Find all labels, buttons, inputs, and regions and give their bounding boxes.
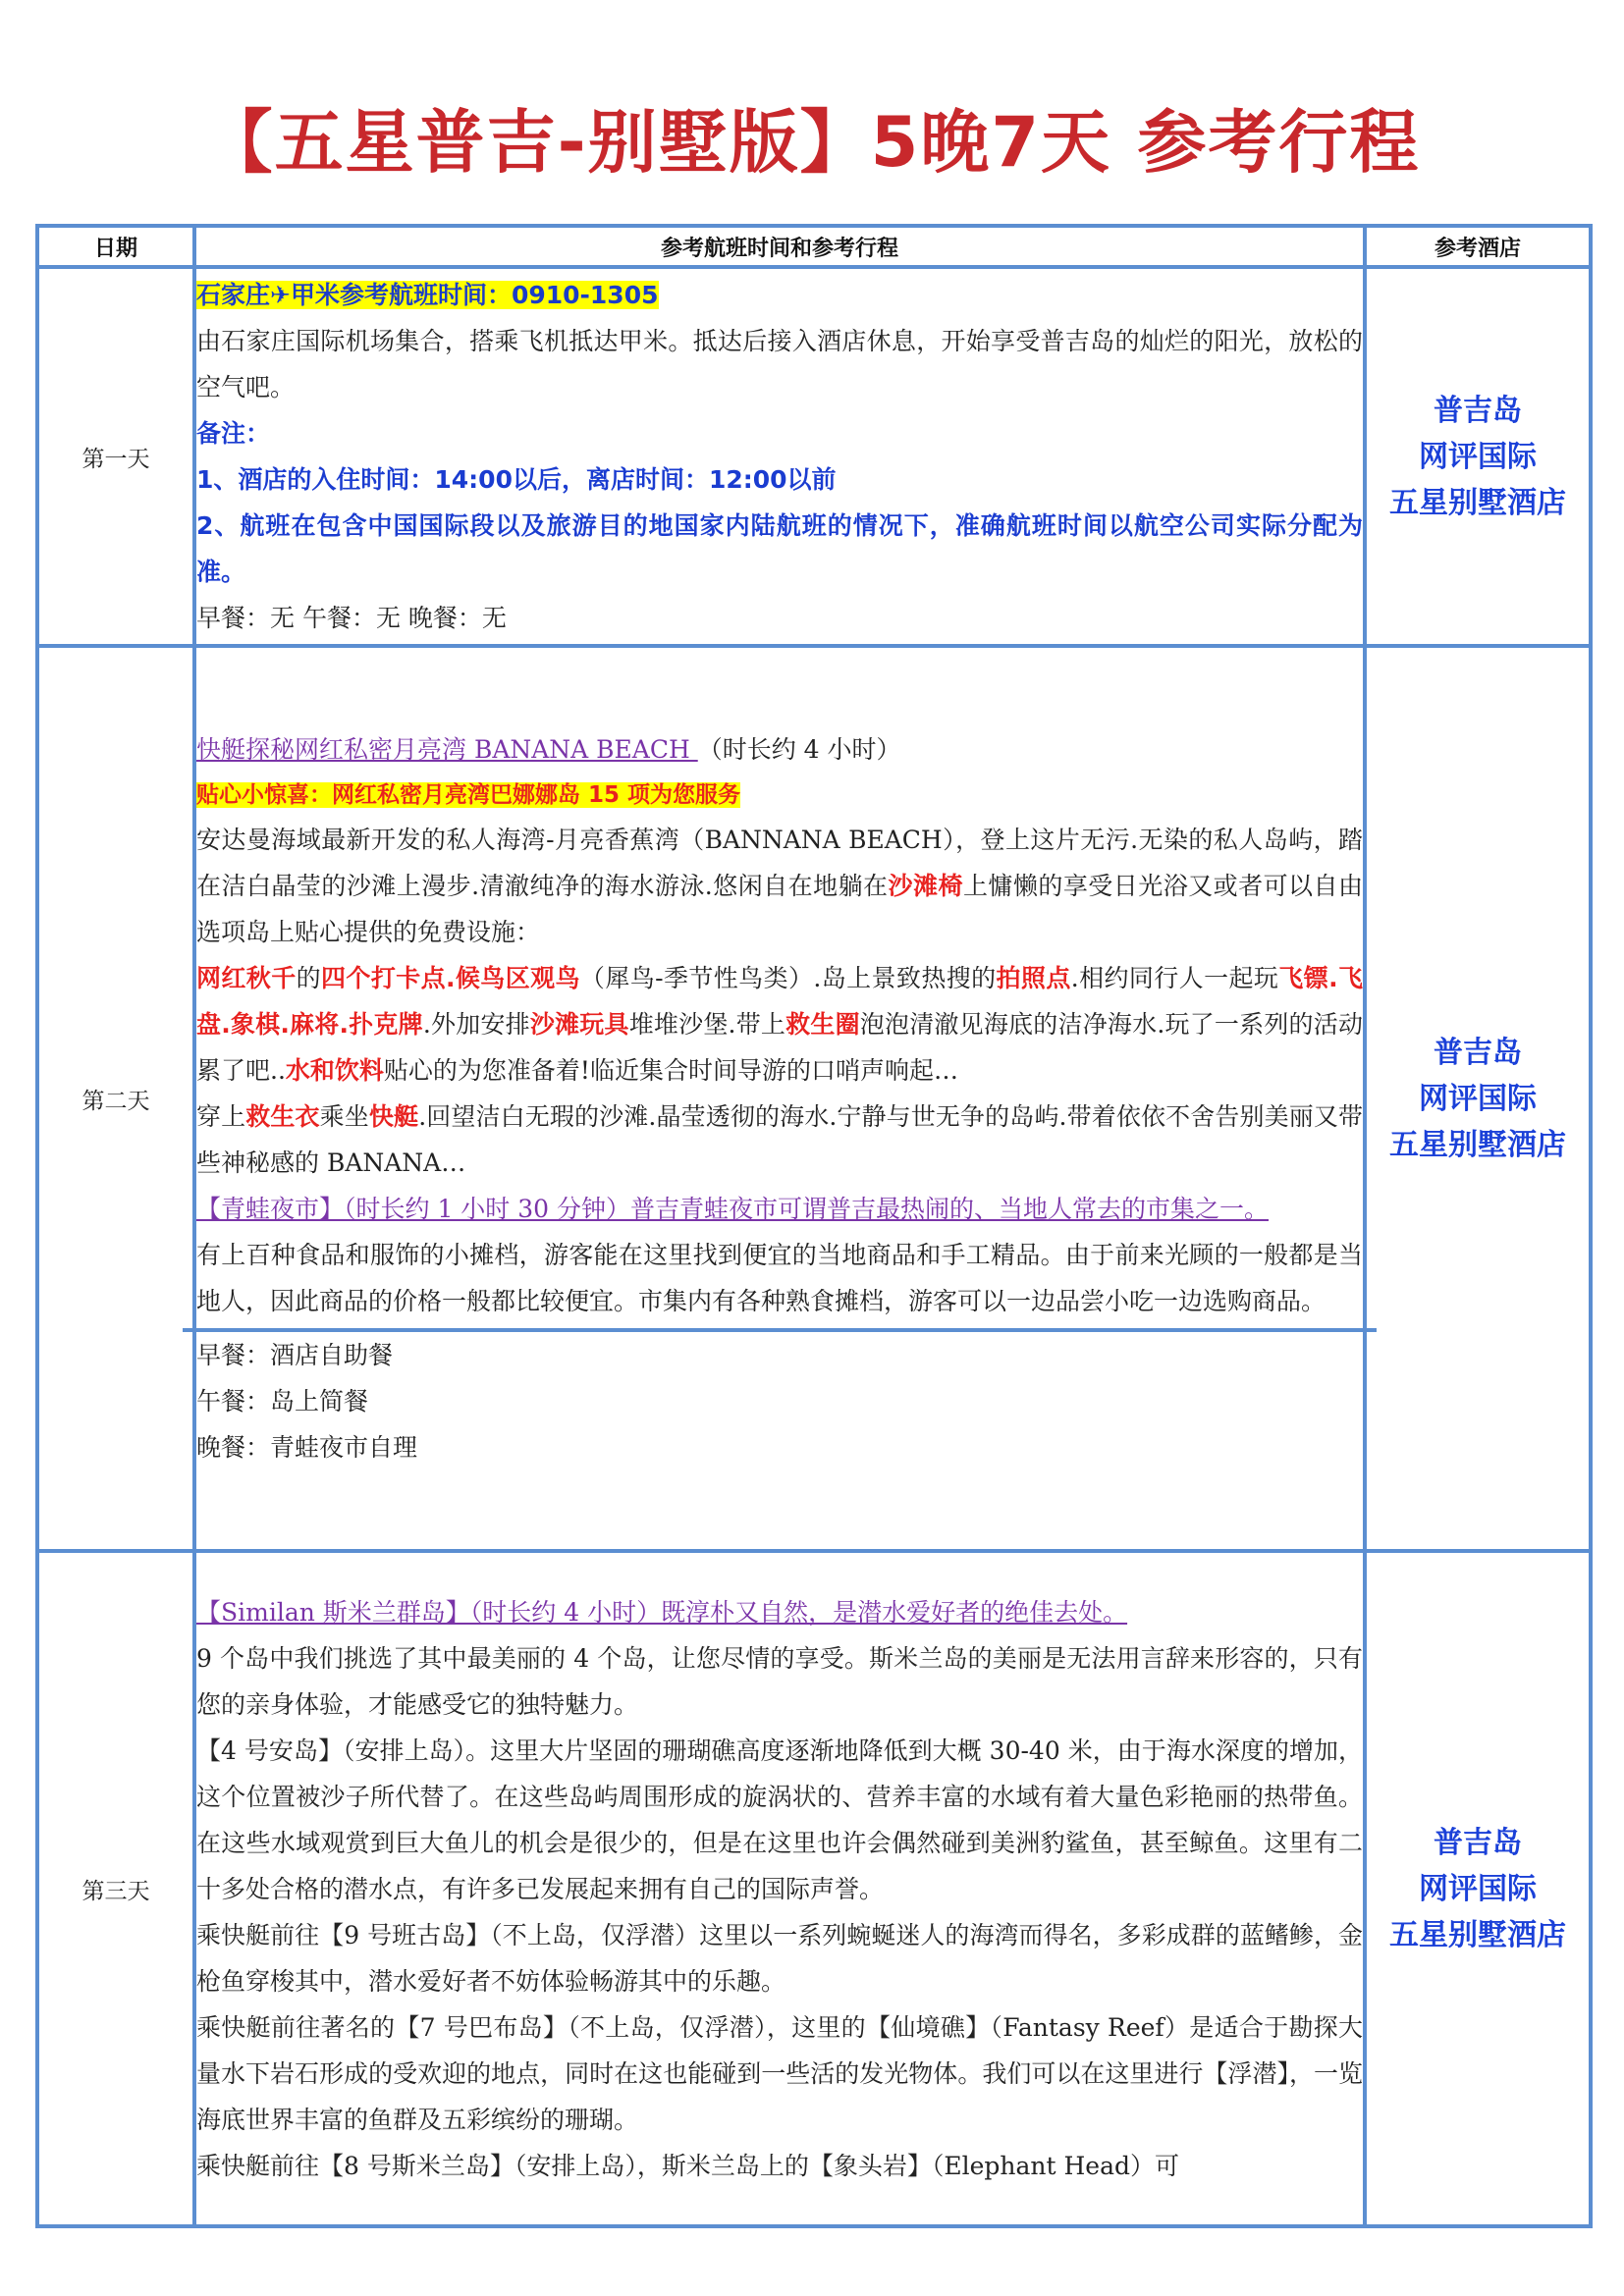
- day2-para2: 网红秋千的四个打卡点.候鸟区观鸟（犀鸟-季节性鸟类）.岛上景致热搜的拍照点.相约同行人一起玩飞镖.飞盘.象棋.麻将.扑克牌.外加安排沙滩玩具堆堆沙堡.带上救生圈泡泡清澈见海底的洁净海水.玩了一系列的活动累了吧..水和饮料贴心的为您准备着!临近集合时间导游的口哨声响起…: [196, 964, 1363, 1085]
- hotel-cell-day1: [1365, 267, 1591, 646]
- itinerary-cell-day2: [194, 646, 1365, 1551]
- hotel-line-3: 五星别墅酒店: [1389, 1917, 1566, 1952]
- hotel-line-2: 网评国际: [1419, 1871, 1537, 1906]
- hotel-cell-day3: [1365, 1551, 1591, 2226]
- day-label: 第一天: [37, 267, 194, 646]
- table-header-row: [37, 226, 1591, 267]
- day1-meals: 早餐：无 午餐：无 晚餐：无: [196, 604, 507, 632]
- day1-description: 由石家庄国际机场集合，搭乘飞机抵达甲米。抵达后接入酒店休息，开始享受普吉岛的灿烂的阳光，放松的空气吧。: [196, 327, 1363, 401]
- day3-heading: 【Similan 斯米兰群岛】（时长约 4 小时）既淳朴又自然，是潜水爱好者的绝佳去处。: [196, 1597, 1128, 1627]
- itinerary-cell-day1: [194, 267, 1365, 646]
- day3-para5: 乘快艇前往【8 号斯米兰岛】（安排上岛），斯米兰岛上的【象头岩】（Elephant Head）可: [196, 2151, 1180, 2180]
- day2-para1: 安达曼海域最新开发的私人海湾-月亮香蕉湾（BANNANA BEACH），登上这片无污.无染的私人岛屿，踏在洁白晶莹的沙滩上漫步.清澈纯净的海水游泳.悠闲自在地躺在沙滩椅上慵懒的享受日光浴又或者可以自由选项岛上贴心提供的免费设施：: [196, 826, 1363, 946]
- hotel-line-3: 五星别墅酒店: [1389, 1127, 1566, 1162]
- day2-heading-duration: （时长约 4 小时）: [697, 735, 901, 764]
- itinerary-table: [35, 224, 1593, 2228]
- page-title: 【五星普吉-别墅版】5晚7天 参考行程: [203, 102, 1421, 183]
- hotel-line-2: 网评国际: [1419, 439, 1537, 474]
- day3-para4: 乘快艇前往著名的【7 号巴布岛】（不上岛，仅浮潜），这里的【仙境礁】（Fantasy Reef）是适合于勘探大量水下岩石形成的受欢迎的地点，同时在这也能碰到一些活的发光物体。我们可以在这里进行【浮潜】，一览海底世界丰富的鱼群及五彩缤纷的珊瑚。: [196, 2012, 1363, 2134]
- lunch: 午餐：岛上简餐: [196, 1387, 369, 1415]
- hotel-line-2: 网评国际: [1419, 1081, 1537, 1116]
- hotel-line-1: 普吉岛: [1434, 1035, 1522, 1070]
- hotel-line-1: 普吉岛: [1434, 393, 1522, 428]
- day2-heading: 快艇探秘网红私密月亮湾 BANANA BEACH: [196, 735, 698, 764]
- day2-tip: 贴心小惊喜：网红私密月亮湾巴娜娜岛 15 项为您服务: [196, 782, 741, 808]
- hotel-cell-day2: [1365, 646, 1591, 1551]
- day2-para3: 穿上救生衣乘坐快艇.回望洁白无瑕的沙滩.晶莹透彻的海水.宁静与世无争的岛屿.带着依依不舍告别美丽又带些神秘感的 BANANA…: [196, 1102, 1363, 1177]
- note-title: 备注：: [196, 419, 271, 448]
- day3-para3: 乘快艇前往【9 号班古岛】（不上岛，仅浮潜）这里以一系列蜿蜒迷人的海湾而得名，多彩成群的蓝鳍鲹，金枪鱼穿梭其中，潜水爱好者不妨体验畅游其中的乐趣。: [196, 1920, 1363, 1996]
- day-label: 第二天: [37, 646, 194, 1551]
- itinerary-cell-day3: [194, 1551, 1365, 2226]
- hotel-line-3: 五星别墅酒店: [1389, 485, 1566, 520]
- header-hotel: 参考酒店: [1365, 226, 1591, 267]
- day3-para2: 【4 号安岛】（安排上岛）。这里大片坚固的珊瑚礁高度逐渐地降低到大概 30-40 米，由于海水深度的增加，这个位置被沙子所代替了。在这些岛屿周围形成的旋涡状的、营养丰富的水域有着大量色彩艳丽的热带鱼。在这些水域观赏到巨大鱼儿的机会是很少的，但是在这里也许会偶然碰到美洲豹鲨鱼，甚至鲸鱼。这里有二十多处合格的潜水点，有许多已发展起来拥有自己的国际声誉。: [196, 1735, 1363, 1903]
- table-row-day2: [37, 646, 1591, 1551]
- dinner: 晚餐：青蛙夜市自理: [196, 1433, 418, 1462]
- flight-info: 石家庄✈甲米参考航班时间：0910-1305: [196, 281, 659, 309]
- market-heading: 【青蛙夜市】（时长约 1 小时 30 分钟）普吉青蛙夜市可谓普吉最热闹的、当地人常去的市集之一。: [196, 1195, 1270, 1223]
- market-description: 有上百种食品和服饰的小摊档，游客能在这里找到便宜的当地商品和手工精品。由于前来光顾的一般都是当地人，因此商品的价格一般都比较便宜。市集内有各种熟食摊档，游客可以一边品尝小吃一边选购商品。: [196, 1241, 1363, 1315]
- table-row-day3: [37, 1551, 1591, 2226]
- day2-meals: [183, 1328, 1377, 1470]
- header-date: 日期: [37, 226, 194, 267]
- day3-para1: 9 个岛中我们挑选了其中最美丽的 4 个岛，让您尽情的享受。斯米兰岛的美丽是无法用言辞来形容的，只有您的亲身体验，才能感受它的独特魅力。: [196, 1643, 1363, 1719]
- table-row-day1: [37, 267, 1591, 646]
- header-itinerary: 参考航班时间和参考行程: [194, 226, 1365, 267]
- breakfast: 早餐：酒店自助餐: [196, 1341, 394, 1369]
- note-checkin: 1、酒店的入住时间：14:00以后，离店时间：12:00以前: [196, 465, 837, 494]
- hotel-line-1: 普吉岛: [1434, 1825, 1522, 1860]
- day-label: 第三天: [37, 1551, 194, 2226]
- note-flight: 2、航班在包含中国国际段以及旅游目的地国家内陆航班的情况下，准确航班时间以航空公司实际分配为准。: [196, 511, 1363, 586]
